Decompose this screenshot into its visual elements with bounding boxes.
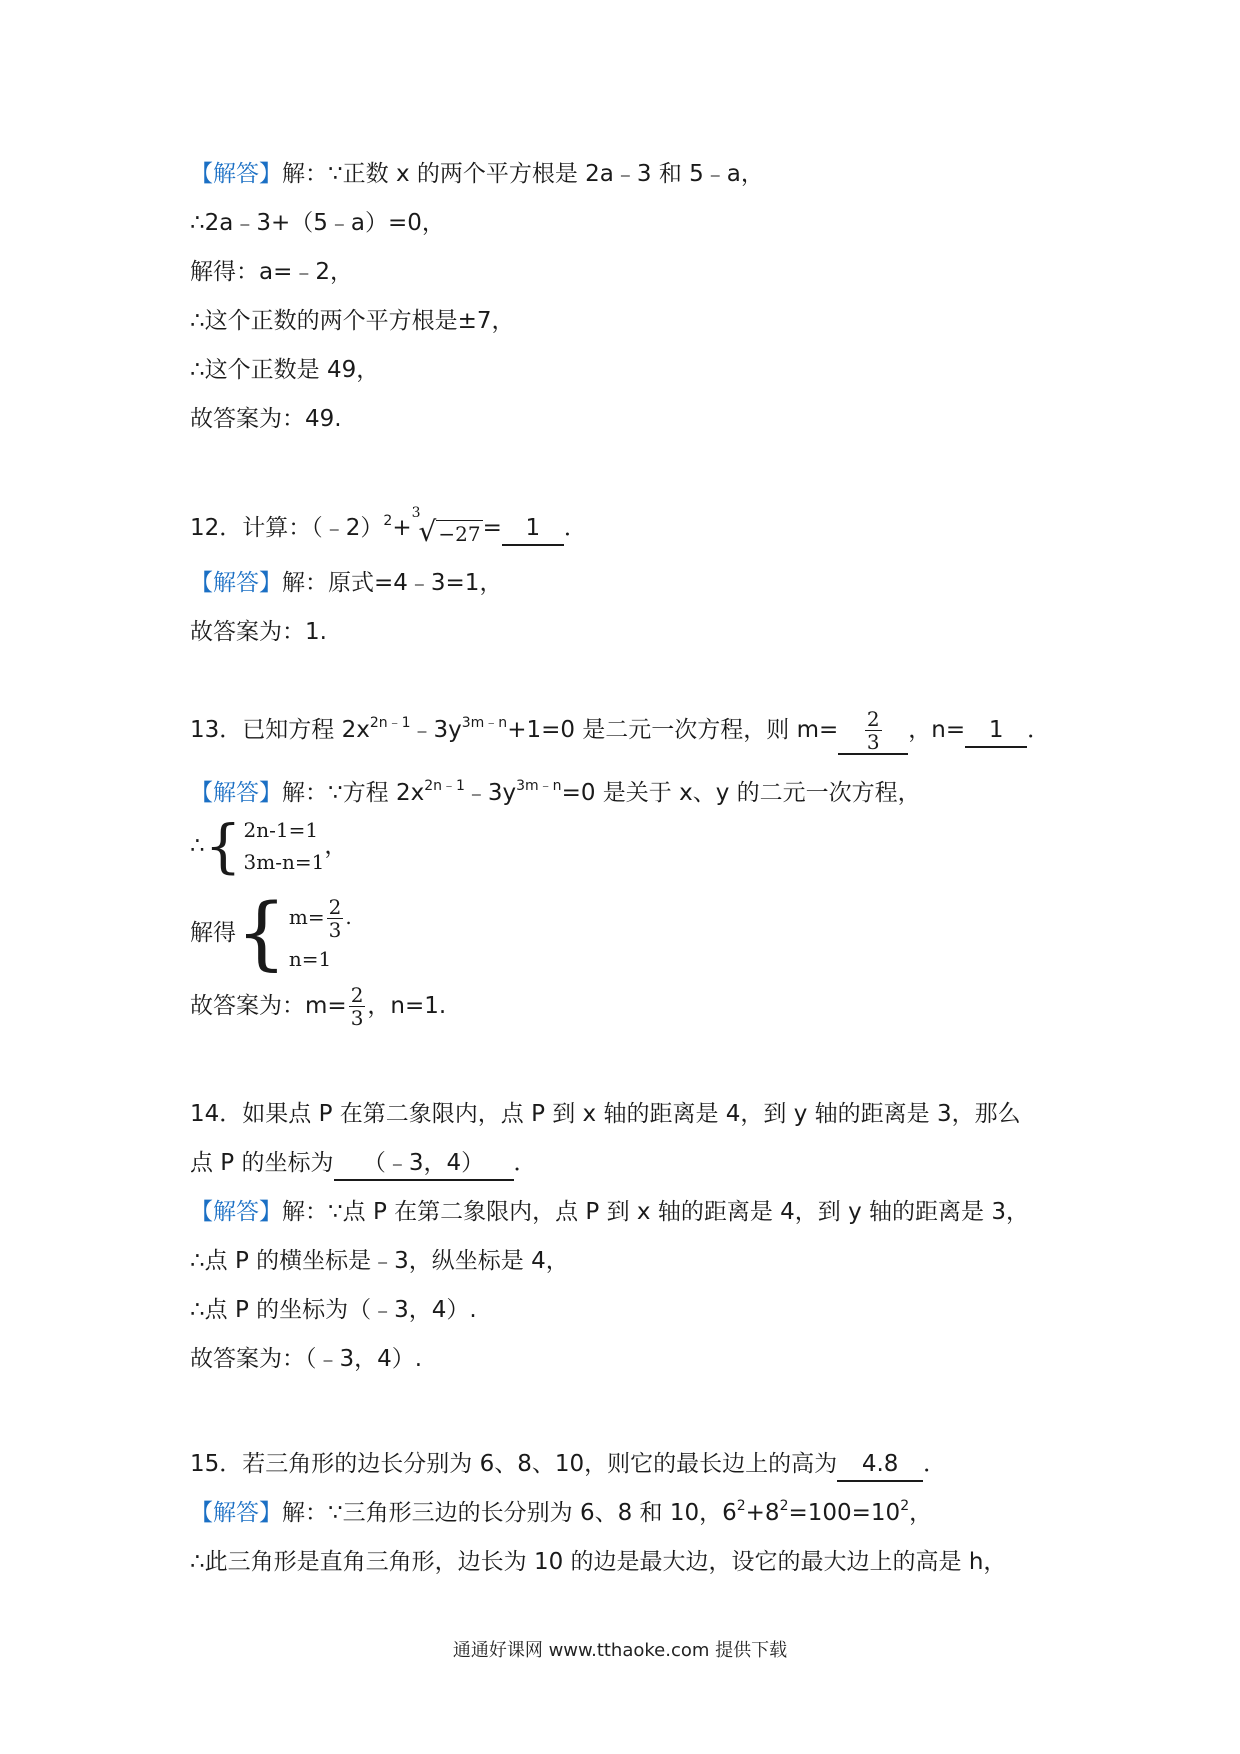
answer-tag: 【解答】 bbox=[190, 570, 282, 596]
final-answer-line: 故答案为：（﹣3，4）. bbox=[190, 1346, 423, 1372]
answer-tag: 【解答】 bbox=[190, 1199, 282, 1225]
fraction: $\frac{2}{3}$ bbox=[328, 894, 342, 942]
answer-tag: 【解答】 bbox=[190, 1500, 282, 1526]
solution-line: ∴2a﹣3+（5﹣a）=0， bbox=[190, 210, 445, 236]
brace-icon: { bbox=[236, 886, 287, 979]
question-14-line2: 点 P 的坐标为 （﹣3，4） ． bbox=[190, 1145, 537, 1181]
final-answer-line: 故答案为：49. bbox=[190, 406, 342, 432]
answer-tag: 【解答】 bbox=[190, 161, 282, 187]
answer-blank: 1 bbox=[502, 512, 564, 546]
answer-blank: 4.8 bbox=[837, 1448, 923, 1482]
solution-line: 【解答】解：∵方程 $2x^{2n﹣1}﹣3y^{3m﹣n}=0$ 是关于 x、y 的二元一次方程， bbox=[190, 778, 921, 806]
brace-icon: { bbox=[204, 812, 242, 880]
solution-line: ∴点 P 的横坐标是﹣3，纵坐标是 4， bbox=[190, 1248, 569, 1274]
solution-line: 【解答】解：原式=4﹣3=1， bbox=[190, 570, 503, 596]
answer-blank-n: 1 bbox=[965, 714, 1027, 748]
question-12: 12．计算：（﹣2）$^2$+ 3 √ −27 = 1 ． bbox=[190, 504, 587, 548]
answer-blank-m bbox=[838, 708, 908, 755]
solution-system: 解得 { m= $\frac{2}{3}$ . n=1 bbox=[190, 886, 352, 979]
solution-line: ∴这个正数的两个平方根是±7， bbox=[190, 308, 515, 334]
solution-line: ∴此三角形是直角三角形，边长为 10 的边是最大边，设它的最大边上的高是 h， bbox=[190, 1549, 1007, 1575]
equation-system: ∴ { 2n-1=1 3m-n=1 ， bbox=[190, 812, 348, 880]
solution-line: 【解答】解：∵三角形三边的长分别为 6、8 和 10，$6^2+8^2=100=10^2$， bbox=[190, 1498, 933, 1526]
solution-line: 【解答】解：∵点 P 在第二象限内，点 P 到 x 轴的距离是 4，到 y 轴的距离是 3， bbox=[190, 1199, 1029, 1225]
cube-root: 3 √ −27 bbox=[411, 504, 481, 548]
question-13: 13．已知方程 $2x^{2n﹣1}﹣3y^{3m﹣n}+1=0$ 是二元一次方程，则 m= $\frac{2}{3}$ ，n= 1 ． bbox=[190, 707, 1051, 754]
solution-line: 【解答】解：∵正数 x 的两个平方根是 2a﹣3 和 5﹣a， bbox=[190, 161, 764, 187]
answer-blank: （﹣3，4） bbox=[334, 1147, 514, 1181]
fraction: $\frac{2}{3}$ bbox=[866, 707, 880, 754]
page-footer: 通通好课网 www.tthaoke.com 提供下载 bbox=[452, 1640, 788, 1661]
solution-line: ∴这个正数是 49， bbox=[190, 357, 380, 383]
question-15: 15．若三角形的边长分别为 6、8、10，则它的最长边上的高为 4.8 ． bbox=[190, 1446, 946, 1482]
final-answer-line: 故答案为：1. bbox=[190, 619, 327, 645]
fraction: $\frac{2}{3}$ bbox=[350, 983, 364, 1030]
solution-line: ∴点 P 的坐标为（﹣3，4）. bbox=[190, 1297, 477, 1323]
question-14: 14．如果点 P 在第二象限内，点 P 到 x 轴的距离是 4，到 y 轴的距离是 3，那么 bbox=[190, 1101, 1021, 1127]
final-answer-line: 故答案为：m= $\frac{2}{3}$ ，n=1. bbox=[190, 983, 447, 1030]
answer-tag: 【解答】 bbox=[190, 780, 282, 806]
solution-line: 解得：a=﹣2， bbox=[190, 259, 353, 285]
